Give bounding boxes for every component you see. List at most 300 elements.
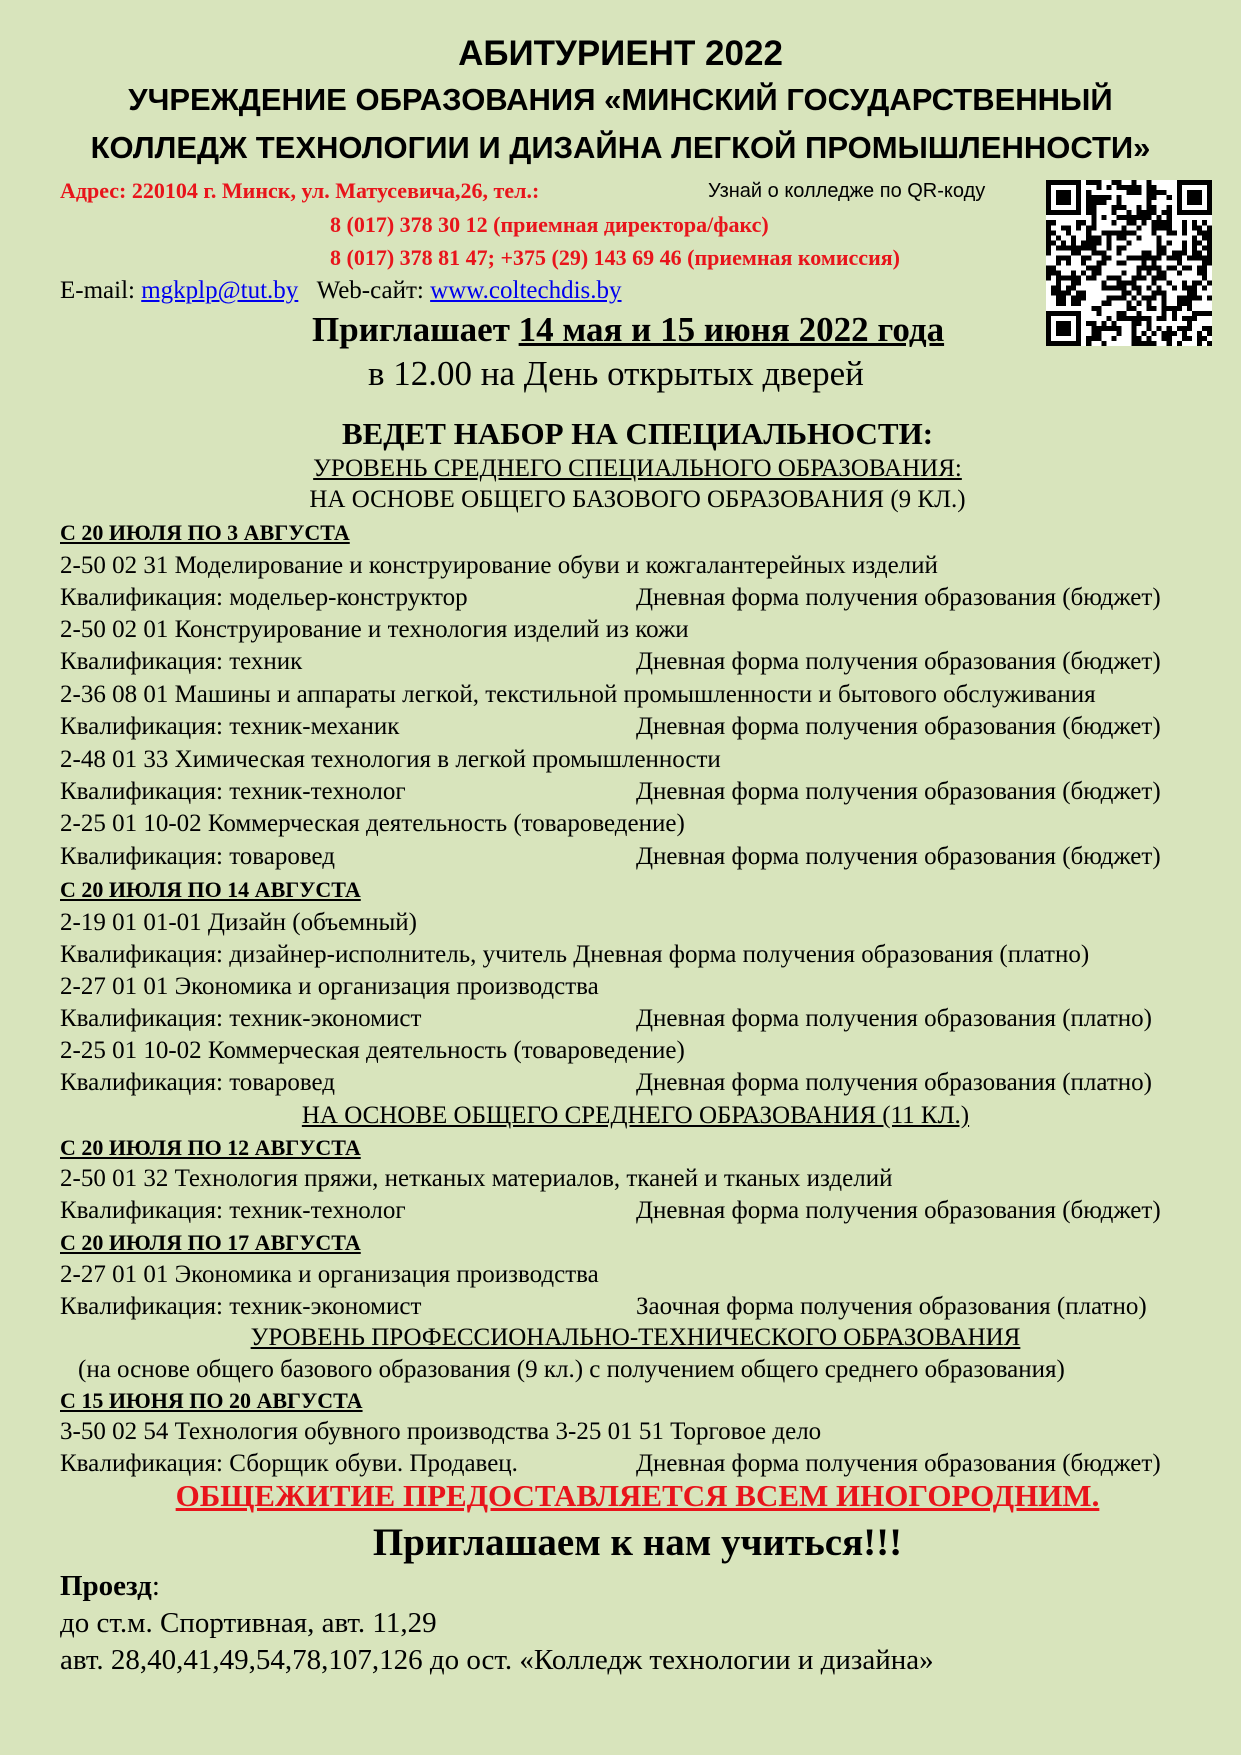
qr-module — [1162, 276, 1167, 281]
route-metro: до ст.м. Спортивная, авт. 11,29 — [60, 1607, 437, 1639]
qr-module — [1116, 180, 1121, 185]
qr-module — [1076, 331, 1081, 336]
qr-module — [1177, 200, 1182, 205]
qr-module — [1091, 220, 1096, 225]
qr-module — [1197, 255, 1202, 260]
route-label-line: Проезд: — [60, 1570, 160, 1602]
qr-module — [1142, 316, 1147, 321]
qr-module — [1101, 286, 1106, 291]
period-3: С 20 ИЮЛЯ ПО 12 АВГУСТА — [60, 1135, 361, 1160]
qr-module — [1172, 316, 1177, 321]
qr-module — [1116, 296, 1121, 301]
qr-module — [1101, 230, 1106, 235]
qr-module — [1076, 185, 1081, 190]
qr-module — [1096, 240, 1101, 245]
org-name-line1: УЧРЕЖДЕНИЕ ОБРАЗОВАНИЯ «МИНСКИЙ ГОСУДАРСТВЕННЫЙ — [128, 82, 1113, 117]
qr-module — [1066, 260, 1071, 265]
qr-module — [1046, 180, 1051, 185]
route-label: Проезд — [60, 1570, 152, 1602]
qr-module — [1101, 215, 1106, 220]
qr-module — [1182, 326, 1187, 331]
qr-module — [1046, 190, 1051, 195]
qr-module — [1121, 235, 1126, 240]
email-label: E-mail: — [60, 277, 135, 304]
qr-module — [1056, 255, 1061, 260]
qr-module — [1111, 326, 1116, 331]
qr-module — [1116, 230, 1121, 235]
qr-module — [1076, 336, 1081, 341]
qr-module — [1126, 230, 1131, 235]
qr-module — [1152, 255, 1157, 260]
qr-module — [1162, 291, 1167, 296]
qr-module — [1192, 225, 1197, 230]
level-secondary-special: УРОВЕНЬ СРЕДНЕГО СПЕЦИАЛЬНОГО ОБРАЗОВАНИЯ: — [313, 455, 962, 482]
qr-module — [1137, 225, 1142, 230]
qr-module — [1061, 195, 1066, 200]
qr-module — [1137, 341, 1142, 346]
qr-module — [1157, 220, 1162, 225]
qr-module — [1066, 341, 1071, 346]
qr-module — [1091, 215, 1096, 220]
qr-module — [1091, 271, 1096, 276]
qr-module — [1121, 316, 1126, 321]
qr-module — [1076, 180, 1081, 185]
qr-module — [1152, 276, 1157, 281]
qr-module — [1116, 276, 1121, 281]
qr-module — [1086, 235, 1091, 240]
qr-module — [1091, 235, 1096, 240]
qr-module — [1187, 296, 1192, 301]
qr-module — [1157, 245, 1162, 250]
qr-module — [1071, 311, 1076, 316]
qr-module — [1192, 311, 1197, 316]
qr-module — [1202, 245, 1207, 250]
qr-module — [1066, 311, 1071, 316]
qr-module — [1046, 276, 1051, 281]
qr-module — [1056, 260, 1061, 265]
qr-module — [1207, 341, 1212, 346]
qr-module — [1106, 276, 1111, 281]
qr-module — [1152, 220, 1157, 225]
qr-module — [1076, 195, 1081, 200]
qr-module — [1182, 316, 1187, 321]
qr-module — [1071, 286, 1076, 291]
qr-module — [1121, 271, 1126, 276]
qr-module — [1207, 245, 1212, 250]
qr-module — [1076, 225, 1081, 230]
qr-module — [1121, 230, 1126, 235]
qr-module — [1142, 296, 1147, 301]
qr-module — [1116, 260, 1121, 265]
qr-module — [1051, 286, 1056, 291]
qr-module — [1167, 240, 1172, 245]
qr-module — [1132, 255, 1137, 260]
qr-module — [1096, 260, 1101, 265]
qr-module — [1197, 230, 1202, 235]
qr-module — [1147, 210, 1152, 215]
qr-module — [1167, 266, 1172, 271]
base-9-heading: НА ОСНОВЕ ОБЩЕГО БАЗОВОГО ОБРАЗОВАНИЯ (9 КЛ.) — [309, 486, 966, 513]
qr-code-icon[interactable] — [1046, 180, 1212, 346]
qr-module — [1147, 336, 1152, 341]
qr-module — [1182, 286, 1187, 291]
qr-module — [1162, 296, 1167, 301]
qr-module — [1177, 255, 1182, 260]
qr-module — [1207, 326, 1212, 331]
qr-module — [1116, 311, 1121, 316]
qr-module — [1172, 331, 1177, 336]
qr-module — [1137, 210, 1142, 215]
qr-module — [1076, 220, 1081, 225]
qr-module — [1061, 341, 1066, 346]
qr-module — [1157, 255, 1162, 260]
qr-module — [1162, 250, 1167, 255]
qr-module — [1091, 326, 1096, 331]
qr-module — [1192, 180, 1197, 185]
qr-module — [1091, 200, 1096, 205]
qr-module — [1197, 190, 1202, 195]
web-label: Web-сайт: — [316, 277, 424, 304]
qr-module — [1147, 205, 1152, 210]
qr-module — [1081, 220, 1086, 225]
qr-module — [1101, 255, 1106, 260]
qr-module — [1076, 301, 1081, 306]
qr-module — [1167, 230, 1172, 235]
qr-module — [1177, 326, 1182, 331]
qr-module — [1182, 180, 1187, 185]
qr-module — [1132, 276, 1137, 281]
period-5: С 15 ИЮНЯ ПО 20 АВГУСТА — [60, 1388, 363, 1413]
qr-module — [1187, 190, 1192, 195]
qr-module — [1132, 180, 1137, 185]
qr-module — [1192, 200, 1197, 205]
qr-module — [1132, 296, 1137, 301]
qr-module — [1182, 266, 1187, 271]
email-link[interactable]: mgkplp@tut.by — [141, 277, 299, 304]
qr-module — [1056, 331, 1061, 336]
qr-module — [1192, 255, 1197, 260]
route-bus: авт. 28,40,41,49,54,78,107,126 до ост. «Колледж технологии и дизайна» — [60, 1644, 934, 1676]
qr-module — [1162, 306, 1167, 311]
qual-line: Квалификация: техник-экономист Заочная форма получения образования (платно) — [60, 1293, 1147, 1320]
qr-module — [1051, 271, 1056, 276]
qr-module — [1106, 235, 1111, 240]
qr-module — [1152, 341, 1157, 346]
qr-module — [1187, 255, 1192, 260]
qr-module — [1056, 200, 1061, 205]
qr-module — [1147, 200, 1152, 205]
qr-module — [1137, 291, 1142, 296]
qr-module — [1066, 210, 1071, 215]
qr-module — [1116, 245, 1121, 250]
qr-module — [1091, 276, 1096, 281]
qr-module — [1046, 205, 1051, 210]
qr-module — [1192, 240, 1197, 245]
qr-module — [1157, 271, 1162, 276]
qr-module — [1051, 220, 1056, 225]
qual-line: Квалификация: техник-механик Дневная форма получения образования (бюджет) — [60, 713, 1161, 740]
qr-module — [1106, 301, 1111, 306]
qr-module — [1056, 271, 1061, 276]
qr-module — [1132, 230, 1137, 235]
qr-module — [1061, 225, 1066, 230]
qr-module — [1076, 200, 1081, 205]
qr-module — [1147, 185, 1152, 190]
qr-module — [1086, 200, 1091, 205]
qr-module — [1046, 220, 1051, 225]
qr-module — [1137, 301, 1142, 306]
qr-module — [1096, 250, 1101, 255]
qr-module — [1081, 291, 1086, 296]
qr-module — [1152, 225, 1157, 230]
qr-module — [1207, 281, 1212, 286]
qr-module — [1197, 266, 1202, 271]
qr-module — [1137, 321, 1142, 326]
qr-module — [1207, 230, 1212, 235]
qr-module — [1091, 266, 1096, 271]
qr-module — [1101, 321, 1106, 326]
qr-module — [1157, 240, 1162, 245]
qr-module — [1192, 291, 1197, 296]
qr-module — [1061, 311, 1066, 316]
qr-module — [1187, 180, 1192, 185]
qr-module — [1086, 230, 1091, 235]
qr-module — [1086, 321, 1091, 326]
qr-module — [1182, 245, 1187, 250]
qr-module — [1111, 210, 1116, 215]
qual-line: Квалификация: товаровед Дневная форма получения образования (платно) — [60, 1069, 1152, 1096]
qr-module — [1096, 271, 1101, 276]
qr-module — [1056, 276, 1061, 281]
qr-module — [1137, 286, 1142, 291]
qr-module — [1076, 205, 1081, 210]
qr-module — [1056, 281, 1061, 286]
qr-module — [1096, 200, 1101, 205]
qr-module — [1202, 326, 1207, 331]
qr-module — [1157, 215, 1162, 220]
qr-module — [1192, 220, 1197, 225]
qr-module — [1162, 311, 1167, 316]
qr-module — [1056, 326, 1061, 331]
qr-module — [1142, 331, 1147, 336]
qr-module — [1051, 266, 1056, 271]
qual-line: Квалификация: техник-экономист Дневная форма получения образования (платно) — [60, 1005, 1152, 1032]
qr-module — [1096, 336, 1101, 341]
qr-module — [1147, 255, 1152, 260]
website-link[interactable]: www.coltechdis.by — [430, 277, 622, 304]
qr-module — [1111, 230, 1116, 235]
qr-module — [1111, 276, 1116, 281]
qr-module — [1066, 200, 1071, 205]
qr-module — [1066, 276, 1071, 281]
qr-module — [1147, 296, 1152, 301]
qr-module — [1207, 240, 1212, 245]
qr-module — [1157, 225, 1162, 230]
level-vocational-note: (на основе общего базового образования (9 кл.) с получением общего среднего образования) — [78, 1356, 1065, 1383]
qr-module — [1086, 341, 1091, 346]
qr-module — [1132, 220, 1137, 225]
qr-module — [1207, 205, 1212, 210]
qr-module — [1162, 245, 1167, 250]
qr-module — [1157, 316, 1162, 321]
qr-module — [1147, 215, 1152, 220]
qr-module — [1137, 215, 1142, 220]
qr-module — [1116, 316, 1121, 321]
qr-module — [1046, 321, 1051, 326]
qr-module — [1091, 225, 1096, 230]
qr-module — [1071, 271, 1076, 276]
qr-module — [1132, 281, 1137, 286]
qr-module — [1157, 286, 1162, 291]
qr-module — [1046, 250, 1051, 255]
period-1: С 20 ИЮЛЯ ПО 3 АВГУСТА — [60, 520, 350, 545]
qr-module — [1116, 281, 1121, 286]
qr-module — [1142, 276, 1147, 281]
qr-module — [1076, 296, 1081, 301]
qr-module — [1126, 215, 1131, 220]
qr-module — [1187, 195, 1192, 200]
qr-module — [1106, 230, 1111, 235]
qr-module — [1111, 180, 1116, 185]
qr-module — [1051, 311, 1056, 316]
qr-module — [1091, 205, 1096, 210]
qr-module — [1147, 195, 1152, 200]
qr-module — [1106, 326, 1111, 331]
qr-module — [1046, 185, 1051, 190]
qr-module — [1081, 245, 1086, 250]
qr-module — [1046, 266, 1051, 271]
qr-module — [1192, 195, 1197, 200]
qr-module — [1126, 301, 1131, 306]
qr-module — [1086, 276, 1091, 281]
qr-module — [1147, 180, 1152, 185]
qr-module — [1147, 316, 1152, 321]
invite-line2: в 12.00 на День открытых дверей — [368, 354, 864, 393]
qr-module — [1066, 230, 1071, 235]
dormitory-notice: ОБЩЕЖИТИЕ ПРЕДОСТАВЛЯЕТСЯ ВСЕМ ИНОГОРОДНИМ. — [175, 1478, 1100, 1513]
qr-module — [1182, 210, 1187, 215]
qr-module — [1132, 321, 1137, 326]
qr-module — [1182, 331, 1187, 336]
qr-module — [1116, 185, 1121, 190]
qr-module — [1177, 180, 1182, 185]
qr-module — [1116, 326, 1121, 331]
qr-module — [1121, 291, 1126, 296]
qr-module — [1061, 255, 1066, 260]
qr-module — [1137, 266, 1142, 271]
qr-module — [1137, 205, 1142, 210]
qr-module — [1046, 316, 1051, 321]
qr-module — [1061, 210, 1066, 215]
qr-module — [1061, 200, 1066, 205]
qr-module — [1121, 281, 1126, 286]
qr-module — [1192, 316, 1197, 321]
org-name-line2: КОЛЛЕДЖ ТЕХНОЛОГИИ И ДИЗАЙНА ЛЕГКОЙ ПРОМЫШЛЕННОСТИ» — [90, 130, 1151, 165]
qual-line: Квалификация: техник-технолог Дневная форма получения образования (бюджет) — [60, 1197, 1161, 1224]
qr-module — [1081, 240, 1086, 245]
qr-module — [1157, 276, 1162, 281]
qual-line: Квалификация: Сборщик обуви. Продавец. Дневная форма получения образования (бюджет) — [60, 1450, 1161, 1477]
qual-line: Квалификация: техник Дневная форма получения образования (бюджет) — [60, 648, 1161, 675]
qr-module — [1056, 180, 1061, 185]
invite-line1 — [312, 310, 944, 350]
invite-dates: 14 мая и 15 июня 2022 года — [518, 310, 945, 349]
qr-module — [1046, 225, 1051, 230]
qr-module — [1096, 195, 1101, 200]
qr-module — [1132, 215, 1137, 220]
base-11-heading: НА ОСНОВЕ ОБЩЕГО СРЕДНЕГО ОБРАЗОВАНИЯ (11 КЛ.) — [301, 1102, 970, 1129]
qr-module — [1152, 190, 1157, 195]
qr-module — [1126, 240, 1131, 245]
spec-line: 2-25 01 10-02 Коммерческая деятельность (товароведение) — [60, 810, 685, 837]
qr-module — [1056, 311, 1061, 316]
qr-module — [1162, 271, 1167, 276]
qr-module — [1076, 311, 1081, 316]
qr-module — [1096, 266, 1101, 271]
qr-module — [1207, 180, 1212, 185]
qr-module — [1167, 306, 1172, 311]
spec-line: 3-50 02 54 Технология обувного производства 3-25 01 51 Торговое дело — [60, 1418, 822, 1445]
qr-module — [1066, 225, 1071, 230]
qr-module — [1046, 240, 1051, 245]
qr-module — [1091, 240, 1096, 245]
qr-module — [1177, 190, 1182, 195]
qr-module — [1046, 195, 1051, 200]
qr-module — [1177, 306, 1182, 311]
qr-module — [1091, 331, 1096, 336]
spec-line: 2-48 01 33 Химическая технология в легкой промышленности — [60, 746, 721, 773]
qr-module — [1066, 291, 1071, 296]
qr-module — [1187, 200, 1192, 205]
qr-module — [1137, 316, 1142, 321]
qr-module — [1096, 311, 1101, 316]
qr-module — [1182, 250, 1187, 255]
contact-line — [60, 277, 622, 305]
qr-module — [1197, 225, 1202, 230]
qr-module — [1121, 296, 1126, 301]
qr-module — [1187, 326, 1192, 331]
qr-module — [1152, 306, 1157, 311]
qr-module — [1132, 316, 1137, 321]
qr-module — [1162, 301, 1167, 306]
qr-module — [1056, 291, 1061, 296]
qr-module — [1207, 311, 1212, 316]
qr-module — [1207, 210, 1212, 215]
qr-module — [1197, 296, 1202, 301]
qr-module — [1091, 245, 1096, 250]
qr-module — [1071, 276, 1076, 281]
qr-module — [1137, 336, 1142, 341]
qr-module — [1182, 225, 1187, 230]
qr-module — [1182, 296, 1187, 301]
qr-module — [1137, 271, 1142, 276]
qr-module — [1106, 245, 1111, 250]
qr-module — [1172, 266, 1177, 271]
qr-module — [1096, 306, 1101, 311]
qr-module — [1121, 205, 1126, 210]
qr-module — [1086, 245, 1091, 250]
qr-module — [1157, 326, 1162, 331]
qr-module — [1056, 210, 1061, 215]
qr-module — [1132, 286, 1137, 291]
qr-module — [1126, 306, 1131, 311]
qr-module — [1137, 235, 1142, 240]
qr-module — [1197, 240, 1202, 245]
qr-module — [1162, 220, 1167, 225]
qr-module — [1137, 190, 1142, 195]
qr-module — [1071, 341, 1076, 346]
qr-module — [1167, 255, 1172, 260]
